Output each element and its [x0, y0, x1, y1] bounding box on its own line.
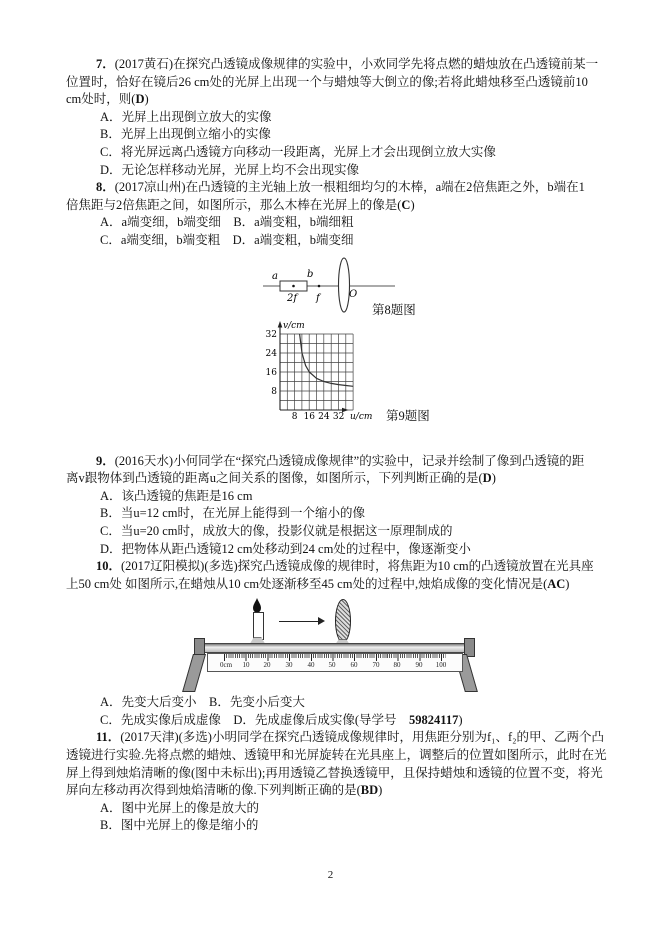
- fig9-xtick-32: 32: [332, 411, 345, 422]
- fig9-xtick-8: 8: [291, 411, 298, 422]
- q8-options-row-2: C．a端变细，b端变粗 D．a端变粗，b端变细: [100, 232, 354, 247]
- question-10: [66, 558, 598, 593]
- arrow-head-icon: [318, 617, 325, 625]
- q11-option-b: B．图中光屏上的像是缩小的: [100, 818, 259, 833]
- fig9-xtick-24: 24: [318, 411, 330, 422]
- q9-option-b: B．当u=12 cm时，在光屏上能得到一个缩小的像: [100, 506, 366, 521]
- bench-ruler: [207, 653, 463, 672]
- fig9-caption: 第9题图: [386, 408, 430, 423]
- q11-answer: BD: [360, 783, 379, 798]
- q11-option-a: A．图中光屏上的像是放大的: [100, 800, 260, 815]
- q10-answer: AC: [547, 576, 566, 591]
- figure-q8-lens-diagram: [66, 256, 598, 318]
- fig9-curve: [300, 334, 354, 386]
- ruler-label-100: 100: [435, 661, 447, 670]
- q11-stem-line-2: 透镜进行实验.先将点燃的蜡烛、透镜甲和光屏旋转在光具座上，调整后的位置如图所示，此时在光: [66, 748, 607, 763]
- figure-q9-graph: [66, 318, 598, 453]
- convex-lens: [335, 599, 351, 643]
- q11-number: 11．: [96, 730, 121, 745]
- q8-answer: C: [401, 197, 411, 212]
- q7-stem-text: (2017黄石)在探究凸透镜成像规律的实验中，小欢同学先将点燃的蜡烛放在凸透镜前某一: [114, 57, 599, 71]
- q7-number: 7．: [96, 57, 115, 71]
- q8-options-row-1: A．a端变细，b端变细 B．a端变粗，b端细粗: [100, 215, 354, 230]
- fig8-label-b: b: [307, 268, 314, 280]
- q7-stem-line-1: [66, 56, 598, 74]
- rightward-motion-arrow: [279, 617, 325, 625]
- q11-stem-line-4: 屏向左移动再次得到烛焰清晰的像.下列判断正确的是(BD): [66, 783, 383, 798]
- question-8: [66, 179, 598, 249]
- fig9-ytick-8: 8: [271, 386, 277, 397]
- fig9-ytick-32: 32: [265, 329, 277, 340]
- q9-option-d: D．把物体从距凸透镜12 cm处移动到24 cm处的过程中，像逐渐变小: [100, 541, 471, 556]
- q8-stem-line-1: 8．(2017凉山州)在凸透镜的主光轴上放一根粗细均匀的木棒，a端在2倍焦距之外，b端在1: [96, 180, 585, 195]
- fig9-y-axis-arrow: [278, 321, 283, 328]
- q7-option-d: D．无论怎样移动光屏，光屏上均不会出现实像: [100, 162, 360, 177]
- fig8-2f-point: [292, 284, 295, 287]
- question-11: [66, 729, 607, 835]
- question-10-options: [66, 694, 598, 729]
- fig9-xlabel: u/cm: [350, 411, 373, 422]
- figure-q10-optical-bench: [66, 597, 598, 694]
- q10-stem-line-2: 上50 cm处 如图所示,在蜡烛从10 cm处逐渐移至45 cm处的过程中,烛焰成像的变化情况是(AC): [66, 576, 570, 591]
- ruler-label-60: 60: [350, 661, 358, 670]
- ruler-label-10: 10: [242, 661, 250, 670]
- ruler-label-20: 20: [263, 661, 271, 670]
- optical-bench: [193, 597, 485, 693]
- fig8-label-o: O: [349, 288, 358, 300]
- q9-number: 9．: [96, 453, 115, 468]
- q9-option-c: C．当u=20 cm时，成放大的像，投影仪就是根据这一原理制成的: [100, 523, 453, 538]
- q10-stem-line-1: 10．(2017辽阳模拟)(多选)探究凸透镜成像的规律时，将焦距为10 cm的凸透镜放置在光具座: [96, 559, 594, 574]
- fig9-axes: [280, 324, 345, 410]
- text-column: [66, 56, 607, 835]
- ruler-label-50: 50: [328, 661, 336, 670]
- q7-stem-line-3: cm处时，则(D): [66, 92, 149, 107]
- bench-rail: [203, 643, 465, 653]
- ruler-major-ticks: [224, 654, 446, 661]
- fig9-ylabel: v/cm: [283, 320, 305, 331]
- ruler-label-80: 80: [393, 661, 401, 670]
- fig9-ytick-16: 16: [265, 367, 277, 378]
- q7-answer: D: [135, 92, 145, 107]
- ruler-label-40: 40: [307, 661, 315, 670]
- q7-option-c: C．将光屏远离凸透镜方向移动一段距离，光屏上才会出现倒立放大实像: [100, 144, 496, 159]
- ruler-label-90: 90: [415, 661, 423, 670]
- q11-stem-line-1: 11．(2017天津)(多选)小明同学在探究凸透镜成像规律时，用焦距分别为f₁、f₂的甲、乙两个凸: [96, 730, 605, 745]
- q8-stem-line-2: 倍焦距与2倍焦距之间，如图所示，那么木棒在光屏上的像是(C): [66, 197, 415, 212]
- q9-answer: D: [482, 471, 492, 486]
- fig9-xtick-16: 16: [303, 411, 316, 422]
- fig9-grid: [280, 334, 353, 410]
- fig8-convex-lens: [339, 258, 350, 312]
- q10-options-row-2: C．先成实像后成虚像 D．先成虚像后成实像(导学号 59824117): [100, 712, 463, 727]
- q11-stem-line-3: 屏上得到烛焰清晰的像(图中未标出);再用透镜乙替换透镜甲，且保持蜡烛和透镜的位置不变，将光: [66, 765, 603, 780]
- bench-left-leg: [182, 654, 206, 692]
- fig8-label-a: a: [272, 270, 278, 282]
- q8-number: 8．: [96, 180, 115, 195]
- fig8-caption: 第8题图: [372, 302, 416, 317]
- fig8-label-f: f: [316, 292, 320, 304]
- q7-option-b: B．光屏上出现倒立缩小的实像: [100, 127, 271, 142]
- candle-body: [253, 612, 264, 640]
- question-7: [66, 56, 598, 179]
- q10-number: 10．: [96, 559, 122, 574]
- q9-stem-line-2: 离v跟物体到凸透镜的距离u之间关系的图像，如图所示，下列判断正确的是(D): [66, 471, 496, 486]
- fig8-label-2f: 2f: [287, 292, 298, 304]
- q9-stem-line-1: 9．(2016天水)小何同学在“探究凸透镜成像规律”的实验中，记录并绘制了像到凸透镜的距: [96, 453, 585, 468]
- question-9: [66, 453, 598, 559]
- ruler-label-30: 30: [285, 661, 293, 670]
- ruler-label-0: 0cm: [219, 661, 233, 670]
- fig8-f-point: [318, 284, 321, 287]
- ruler-label-70: 70: [372, 661, 380, 670]
- q10-options-row-1: A．先变大后变小 B．先变小后变大: [100, 695, 305, 710]
- page-number: 2: [327, 869, 334, 881]
- fig9-ytick-24: 24: [265, 348, 277, 359]
- q7-stem-line-2: 位置时，恰好在镜后26 cm处的光屏上出现一个与蜡烛等大倒立的像;若将此蜡烛移至凸透镜前10: [66, 74, 588, 89]
- fig9-chart: [255, 318, 405, 430]
- q9-option-a: A．该凸透镜的焦距是16 cm: [100, 488, 253, 503]
- arrow-shaft: [279, 621, 319, 622]
- daoxuehao-number: 59824117: [409, 712, 459, 727]
- q7-option-a: A．光屏上出现倒立放大的实像: [100, 109, 272, 124]
